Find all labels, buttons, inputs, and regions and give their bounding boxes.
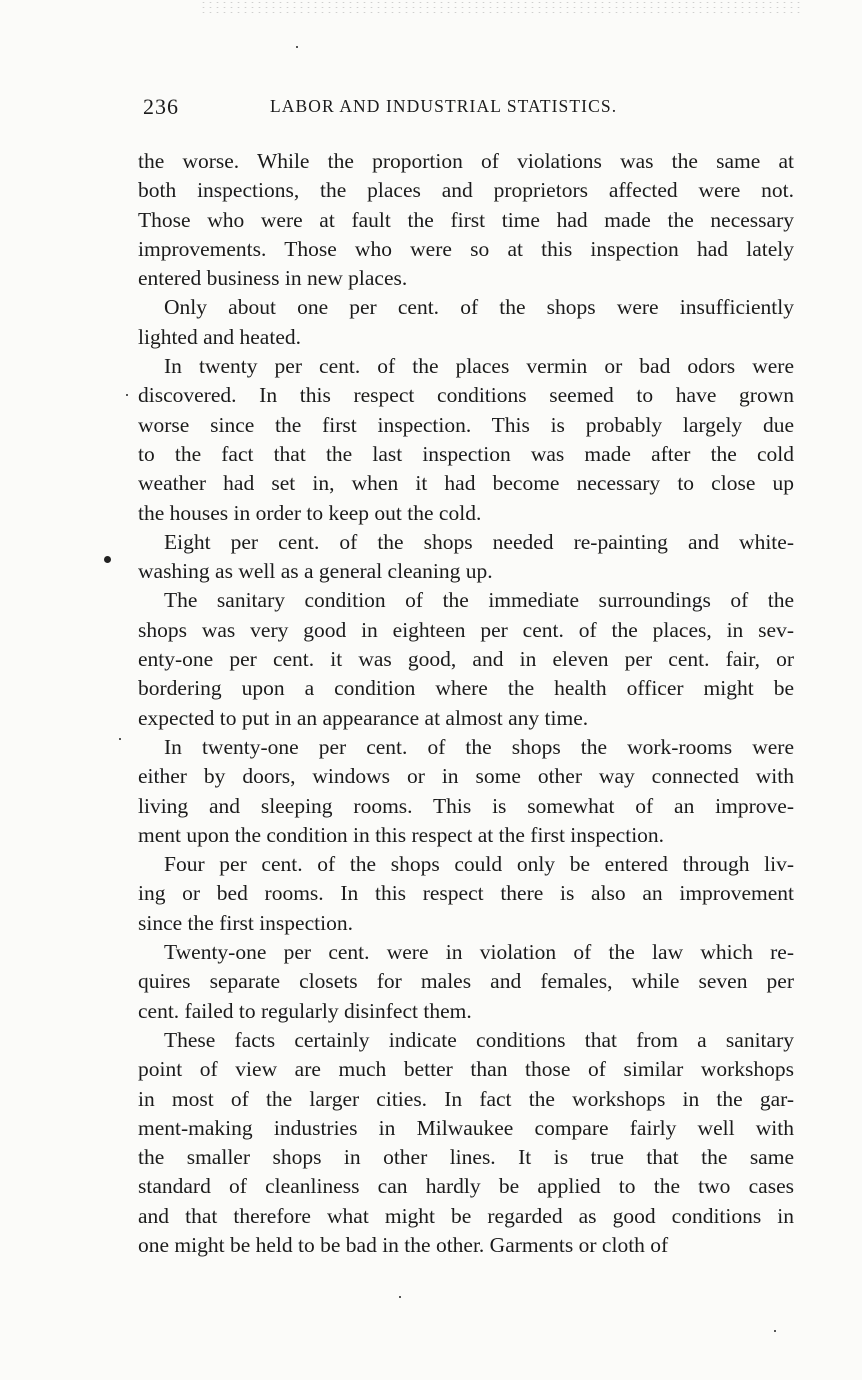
text-line: improvements. Those who were so at this inspection had lately — [138, 236, 794, 261]
text-line: expected to put in an appearance at almost any time. — [138, 705, 589, 730]
text-line: either by doors, windows or in some other way connected with — [138, 764, 794, 789]
paragraph — [138, 733, 794, 850]
text-line: the houses in order to keep out the cold. — [138, 500, 482, 525]
text-line: enty-one per cent. it was good, and in eleven per cent. fair, or — [138, 647, 794, 672]
running-head: LABOR AND INDUSTRIAL STATISTICS. — [270, 96, 618, 116]
text-line: discovered. In this respect conditions seemed to have grown — [138, 383, 794, 408]
text-line: Four per cent. of the shops could only be entered through liv- — [164, 852, 794, 877]
text-line: In twenty-one per cent. of the shops the work-rooms were — [164, 734, 794, 759]
text-line: bordering upon a condition where the health officer might be — [138, 676, 794, 701]
text-line: In twenty per cent. of the places vermin or bad odors were — [164, 354, 794, 379]
text-line: ment-making industries in Milwaukee compare fairly well with — [138, 1115, 794, 1140]
text-line: the smaller shops in other lines. It is true that the same — [138, 1145, 794, 1170]
text-line: quires separate closets for males and females, while seven per — [138, 969, 794, 994]
text-line: Twenty-one per cent. were in violation of the law which re- — [164, 940, 794, 965]
paragraph — [138, 586, 794, 732]
paragraph — [138, 1026, 794, 1260]
text-line: in most of the larger cities. In fact the workshops in the gar- — [138, 1086, 794, 1111]
ink-speck — [119, 738, 121, 740]
text-line: ment upon the condition in this respect at the first inspection. — [138, 822, 665, 847]
text-line: ing or bed rooms. In this respect there is also an improvement — [138, 881, 794, 906]
text-line: Eight per cent. of the shops needed re-painting and white- — [164, 529, 794, 554]
text-line: lighted and heated. — [138, 324, 301, 349]
text-line: point of view are much better than those of similar workshops — [138, 1057, 794, 1082]
text-line: worse since the first inspection. This is probably largely due — [138, 412, 794, 437]
text-line: weather had set in, when it had become necessary to close up — [138, 471, 794, 496]
text-line: These facts certainly indicate conditions that from a sanitary — [164, 1027, 794, 1052]
text-line: and that therefore what might be regarded as good conditions in — [138, 1203, 794, 1228]
text-line: The sanitary condition of the immediate surroundings of the — [164, 588, 794, 613]
text-line: living and sleeping rooms. This is somewhat of an improve- — [138, 793, 794, 818]
ink-speck — [399, 1296, 401, 1298]
scan-noise — [200, 0, 800, 14]
text-line: Those who were at fault the first time had made the necessary — [138, 207, 794, 232]
text-line: entered business in new places. — [138, 266, 408, 291]
paragraph — [138, 528, 794, 587]
ink-speck — [774, 1330, 776, 1332]
paragraph — [138, 147, 794, 293]
paragraph — [138, 293, 794, 352]
text-line: cent. failed to regularly disinfect them. — [138, 998, 472, 1023]
text-line: to the fact that the last inspection was made after the cold — [138, 441, 794, 466]
ink-speck — [296, 46, 298, 48]
paragraph — [138, 850, 794, 938]
body-text — [138, 147, 794, 1260]
ink-speck — [104, 556, 111, 563]
ink-speck — [126, 394, 128, 396]
text-line: standard of cleanliness can hardly be applied to the two cases — [138, 1174, 794, 1199]
text-line: both inspections, the places and proprietors affected were not. — [138, 178, 794, 203]
text-line: since the first inspection. — [138, 910, 353, 935]
paragraph — [138, 352, 794, 528]
text-line: the worse. While the proportion of violations was the same at — [138, 149, 794, 173]
page-header — [143, 94, 799, 124]
text-line: Only about one per cent. of the shops were insufficiently — [164, 295, 794, 320]
text-line: one might be held to be bad in the other. Garments or cloth of — [138, 1232, 669, 1257]
text-line: shops was very good in eighteen per cent. of the places, in sev- — [138, 617, 794, 642]
page-number: 236 — [143, 94, 179, 119]
paragraph — [138, 938, 794, 1026]
text-line: washing as well as a general cleaning up. — [138, 559, 493, 584]
